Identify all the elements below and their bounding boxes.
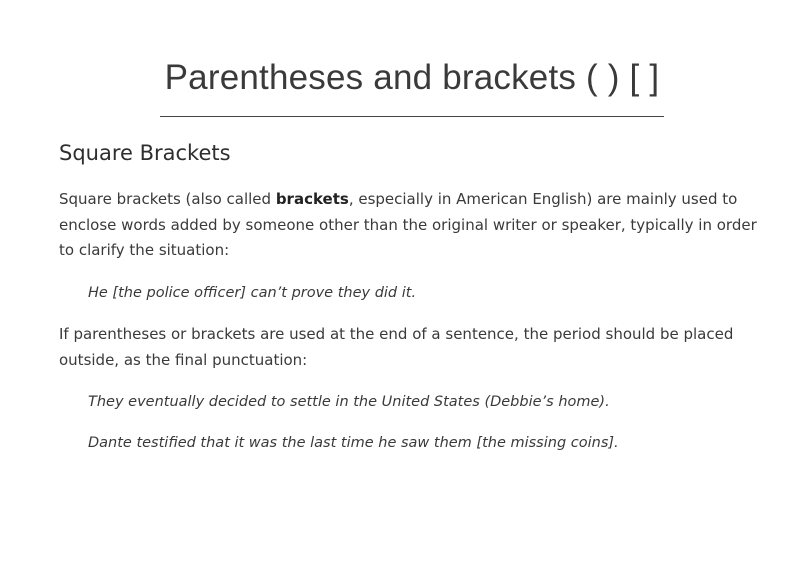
paragraph-square-brackets-definition	[59, 187, 759, 264]
title-container	[160, 58, 664, 98]
paragraph-text-start: Square brackets (also called	[59, 190, 276, 208]
example-sentence-2: They eventually decided to settle in the United States (Debbie’s home).	[88, 394, 610, 410]
example-sentence-1: He [the police officer] can’t prove they did it.	[88, 285, 417, 301]
bold-term-brackets: brackets	[275, 190, 349, 208]
paragraph-end-of-sentence-rule: If parentheses or brackets are used at the end of a sentence, the period should be placed outside, as the final punctuation:	[59, 325, 734, 369]
section-heading: Square Brackets	[59, 141, 231, 165]
example-sentence-3: Dante testified that it was the last time he saw them [the missing coins].	[88, 435, 619, 451]
paragraph-text-end: , especially in American English) are mainly used to enclose words added by someone other than the original writer or speaker, typically in order to clarify the situation:	[59, 190, 757, 259]
title-divider	[160, 116, 664, 117]
page-title: Parentheses and brackets ( ) [ ]	[164, 58, 660, 97]
